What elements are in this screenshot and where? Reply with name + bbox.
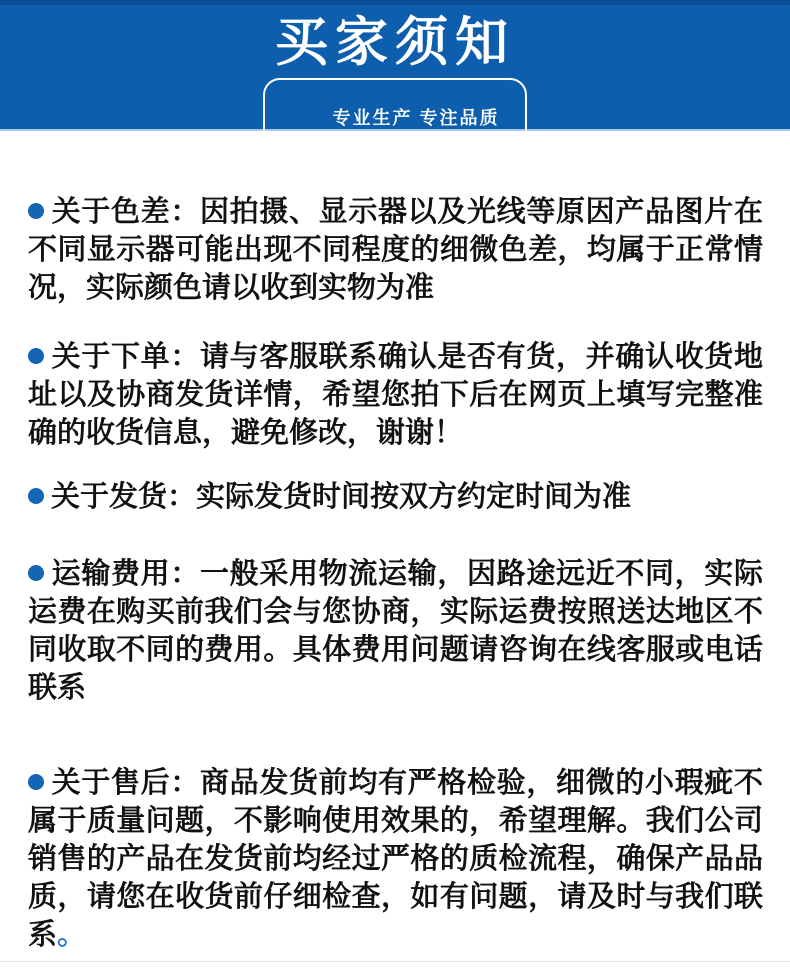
notice-color-difference <box>28 193 763 307</box>
notice-body: 实际发货时间按双方约定时间为准 <box>196 481 632 513</box>
page-title: 买家须知 <box>275 13 515 72</box>
bullet-icon <box>28 774 44 790</box>
bullet-icon <box>28 565 44 581</box>
notice-after-sales <box>28 764 763 954</box>
notice-shipping <box>28 478 763 516</box>
notice-body: 一般采用物流运输，因路途远近不同，实际运费在购买前我们会与您协商，实际运费按照送达地区不同收取不同的费用。具体费用问题请咨询在线客服或电话联系 <box>28 558 763 704</box>
notice-heading: 关于下单： <box>51 341 200 373</box>
notice-heading: 关于色差： <box>51 196 200 228</box>
notice-body: 因拍摄、显示器以及光线等原因产品图片在不同显示器可能出现不同程度的细微色差，均属于正常情况，实际颜色请以收到实物为准 <box>28 196 763 304</box>
notice-list <box>0 131 790 954</box>
notice-body: 请与客服联系确认是否有货，并确认收货地址以及协商发货详情，希望您拍下后在网页上填写完整准确的收货信息，避免修改，谢谢！ <box>28 341 763 449</box>
notice-heading: 关于发货： <box>51 481 197 513</box>
header-banner <box>0 0 790 129</box>
notice-freight-cost <box>28 555 763 707</box>
quality-badge-label: 专业生产 专注品质 <box>332 108 500 128</box>
header-top-strip <box>0 0 790 5</box>
notice-body: 商品发货前均有严格检验，细微的小瑕疵不属于质量问题，不影响使用效果的，希望理解。我们公司销售的产品在发货前均经过严格的质检流程，确保产品品质，请您在收货前仔细检查，如有问题，请及时与我们联系 <box>28 767 763 951</box>
bullet-icon <box>28 488 44 504</box>
notice-heading: 运输费用： <box>51 558 200 590</box>
notice-heading: 关于售后： <box>51 767 200 799</box>
bottom-divider <box>0 961 790 962</box>
quality-badge <box>263 78 526 156</box>
bullet-icon <box>28 348 44 364</box>
notice-final-period: 。 <box>57 919 87 951</box>
notice-ordering <box>28 338 763 452</box>
bullet-icon <box>28 203 44 219</box>
